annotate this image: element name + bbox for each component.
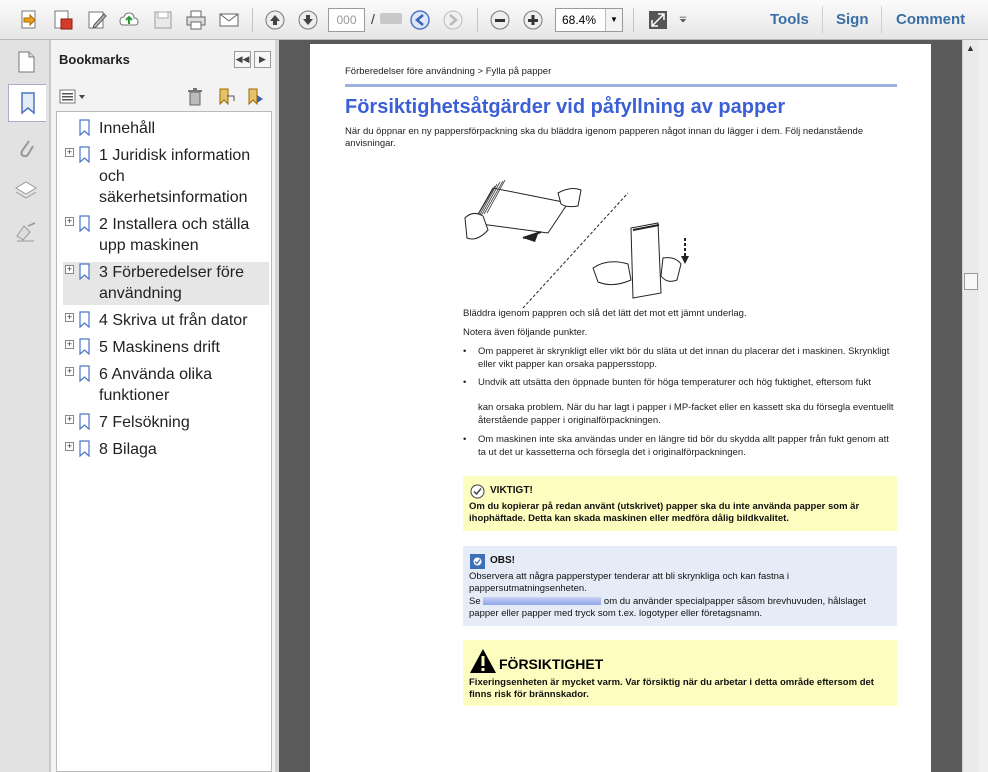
fit-page-icon[interactable] (645, 7, 671, 33)
attachments-icon[interactable] (13, 134, 39, 162)
caution-title: FÖRSIKTIGHET (499, 656, 604, 672)
bookmark-item-skriva-ut[interactable] (63, 310, 269, 332)
main-toolbar (0, 0, 988, 40)
expand-toggle-icon[interactable]: + (66, 366, 73, 376)
bookmark-label: 7 Felsökning (99, 414, 190, 431)
bullet-text: Om maskinen inte ska användas under en längre tid bör du skydda allt papper från fukt genom att ta ut det ur kassetterna och försegla det i originalförpackningen. (478, 434, 889, 458)
create-pdf-icon[interactable] (16, 7, 42, 33)
bookmark-item-innehall[interactable] (63, 118, 269, 140)
fan-paper-instruction: Bläddra igenom pappren och slå det lätt det mot ett jämnt underlag. (463, 308, 747, 319)
list-item (463, 434, 895, 460)
zoom-in-icon[interactable] (520, 7, 546, 33)
list-item-continuation (463, 402, 895, 428)
options-menu-icon[interactable] (59, 88, 87, 106)
bookmark-label: Innehåll (99, 120, 156, 137)
bookmarks-panel-icon[interactable] (8, 84, 46, 122)
zoom-out-icon[interactable] (487, 7, 513, 33)
sign-button[interactable]: Sign (836, 11, 869, 28)
next-page-icon[interactable] (295, 7, 321, 33)
important-box (463, 476, 897, 531)
new-bookmark-icon[interactable] (216, 87, 236, 107)
bookmark-item-felsokning[interactable] (63, 412, 269, 434)
bookmark-item-bilaga[interactable] (63, 439, 269, 461)
bookmark-icon (78, 263, 92, 281)
header-rule (345, 84, 897, 87)
bookmark-item-drift[interactable] (63, 337, 269, 359)
bookmark-icon (78, 338, 92, 356)
bookmark-tools (59, 87, 274, 109)
signatures-icon[interactable] (13, 218, 39, 246)
bookmark-label: 8 Bilaga (99, 441, 157, 458)
intro-paragraph: När du öppnar en ny pappersförpackning ska du bläddra igenom papperen något innan du lägger i dem. Följ nedanstående anvisningar. (345, 126, 864, 149)
bullet: • (463, 346, 467, 357)
bookmark-icon (78, 440, 92, 458)
list-item (463, 377, 895, 390)
bullet-text: Om papperet är skrynkligt eller vikt bör du släta ut det innan du placerar det i maskinen. Skrynkligt eller vikt papper kan orsaka pappersstopp. (478, 346, 890, 370)
hand-tool-icon[interactable] (407, 7, 433, 33)
bullet: • (463, 377, 467, 388)
bookmark-label: 1 Juridisk information och säkerhetsinformation (99, 147, 251, 206)
note-box (463, 546, 897, 626)
cross-reference-link[interactable] (483, 597, 601, 605)
bookmark-label: 5 Maskinens drift (99, 339, 220, 356)
bookmark-item-funktioner[interactable] (63, 364, 269, 407)
bookmark-label: 4 Skriva ut från dator (99, 312, 248, 329)
caution-text: Fixeringsenheten är mycket varm. Var försiktig när du arbetar i detta område eftersom det finns risk för brännskador. (469, 677, 874, 700)
collapse-panel-icon[interactable]: ◀◀ (234, 51, 251, 68)
warning-icon (469, 648, 497, 674)
zoom-select[interactable] (555, 8, 623, 32)
expand-toggle-icon[interactable]: + (66, 147, 73, 157)
edit-icon[interactable] (84, 7, 110, 33)
layers-icon[interactable] (13, 176, 39, 204)
bullet-text: kan orsaka problem. När du har lagt i papper i MP-facket eller en kassett ska du försegla eventuellt återstående papper i originalförpackningen. (478, 402, 894, 426)
comment-button[interactable]: Comment (896, 11, 966, 28)
important-title: VIKTIGT! (490, 485, 533, 496)
bookmark-icon (78, 311, 92, 329)
note-reference-line (469, 596, 893, 620)
bookmark-icon (78, 146, 92, 164)
bookmark-icon (78, 365, 92, 383)
more-icon[interactable] (674, 7, 692, 33)
scroll-up-icon[interactable]: ▲ (966, 43, 975, 53)
zoom-value: 68.4% (562, 13, 597, 27)
note-reference-text: om du använder specialpapper såsom brevhuvuden, hålslaget papper eller papper med tryck som t.ex. logotyper eller företagsnamn. (469, 596, 866, 619)
bookmark-icon (78, 119, 92, 137)
bookmark-item-juridisk[interactable] (63, 145, 269, 209)
scrollbar-thumb[interactable] (964, 273, 978, 290)
tools-button[interactable]: Tools (770, 11, 809, 28)
bullet: • (463, 434, 467, 445)
expand-toggle-icon[interactable]: + (66, 414, 73, 424)
note-title: OBS! (490, 555, 515, 566)
bookmark-icon (78, 413, 92, 431)
delete-bookmark-icon[interactable] (186, 87, 204, 107)
bookmark-label: 3 Förberedelser före användning (99, 264, 244, 302)
print-icon[interactable] (183, 7, 209, 33)
chevron-down-icon[interactable]: ▼ (605, 9, 622, 31)
expand-toggle-icon[interactable]: + (66, 216, 73, 226)
caution-box (463, 640, 897, 706)
list-item (463, 346, 895, 372)
page-count: 000 (380, 13, 402, 24)
navigation-rail (0, 40, 50, 772)
select-tool-icon[interactable] (440, 7, 466, 33)
note-see-label: Se (469, 596, 481, 607)
page-title: Försiktighetsåtgärder vid påfyllning av papper (345, 96, 786, 118)
bookmark-item-installera[interactable] (63, 214, 269, 257)
expand-toggle-icon[interactable]: + (66, 339, 73, 349)
window-edge (979, 40, 988, 772)
expand-toggle-icon[interactable]: + (66, 312, 73, 322)
expand-bookmark-icon[interactable] (245, 87, 265, 107)
page-number-input[interactable]: 000 (328, 8, 365, 32)
notes-heading: Notera även följande punkter. (463, 327, 588, 338)
pdf-page (310, 44, 931, 772)
note-icon (470, 554, 485, 569)
breadcrumb: Förberedelser före användning > Fylla på papper (345, 66, 552, 77)
page-thumbnails-icon[interactable] (13, 48, 39, 76)
bookmarks-title: Bookmarks (59, 52, 130, 67)
email-icon[interactable] (216, 7, 242, 33)
page-separator: / (371, 11, 375, 27)
expand-toggle-icon[interactable]: + (66, 441, 73, 451)
panel-forward-icon[interactable]: ▶ (254, 51, 271, 68)
bullet-text: Undvik att utsätta den öppnade bunten för höga temperaturer och hög fuktighet, eftersom fukt (478, 377, 871, 388)
save-icon[interactable] (150, 7, 176, 33)
vertical-scrollbar[interactable] (962, 40, 979, 772)
prev-page-icon[interactable] (262, 7, 288, 33)
convert-icon[interactable] (50, 7, 76, 33)
upload-icon[interactable] (116, 7, 142, 33)
bookmark-label: 2 Installera och ställa upp maskinen (99, 216, 250, 254)
bookmark-icon (78, 215, 92, 233)
document-viewport[interactable] (279, 40, 962, 772)
expand-toggle-icon[interactable]: + (66, 264, 73, 274)
bookmarks-panel (50, 40, 275, 772)
bookmark-tree (56, 111, 272, 772)
note-text: Observera att några papperstyper tenderar att bli skrynkliga och kan fastna i pappersutmatningsenheten. (469, 571, 790, 594)
important-text: Om du kopierar på redan använt (utskrivet) papper ska du inte använda papper som är ihophäftade. Detta kan skada maskinen eller medföra dålig bildkvalitet. (469, 501, 860, 524)
bookmark-item-forberedelser[interactable] (63, 262, 269, 305)
paper-fanning-illustration (463, 168, 708, 308)
checkmark-icon (470, 484, 485, 499)
bookmark-label: 6 Använda olika funktioner (99, 366, 212, 404)
